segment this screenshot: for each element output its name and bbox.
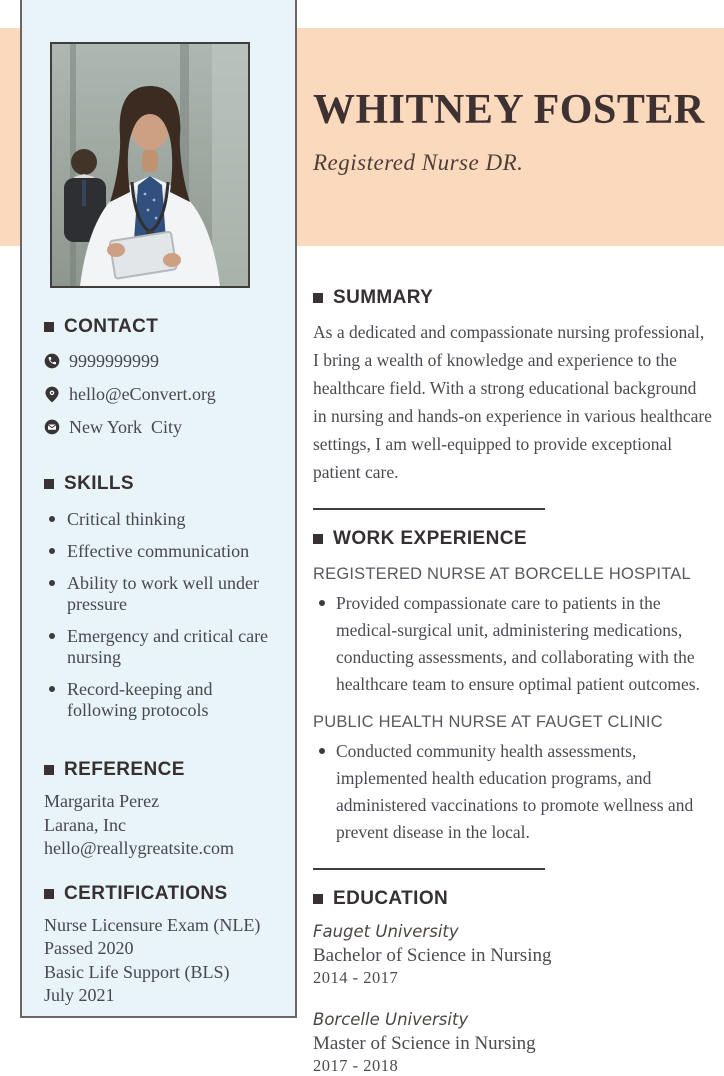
work-experience-section: [313, 528, 713, 846]
square-bullet-icon: [44, 479, 54, 489]
skills-section: [44, 473, 282, 721]
summary-heading: [313, 287, 713, 309]
job-bullet: [313, 738, 713, 846]
education-entry: [313, 1010, 713, 1076]
name-header: [313, 88, 713, 176]
skill-item: [44, 626, 282, 668]
job-entry: [313, 563, 713, 698]
square-bullet-icon: [44, 322, 54, 332]
job-bullet-text: Provided compassionate care to patients in the medical-surgical unit, administering medications, conducting assessments, and collaborating with the healthcare team to ensure optimal patient outcomes.: [336, 593, 700, 694]
person-job-title: Registered Nurse DR.: [313, 150, 524, 176]
bullet-dot-icon: [49, 516, 55, 522]
main-column: [313, 287, 713, 1076]
contact-city-value: New York City: [69, 417, 183, 437]
university-name: Borcelle University: [313, 1010, 469, 1029]
skill-label: Effective communication: [67, 541, 250, 561]
summary-text: As a dedicated and compassionate nursing professional, I bring a wealth of knowledge and experience to the healthcare field. With a strong educational background in nursing and hands-on experience in various healthcare settings, I am well-equipped to provide exceptional patient care.: [313, 322, 712, 482]
reference-name: Margarita Perez: [44, 791, 160, 811]
certification-name: Basic Life Support (BLS): [44, 961, 230, 982]
reference-heading-label: REFERENCE: [64, 759, 185, 780]
contact-section: [44, 316, 282, 437]
phone-icon: [44, 353, 60, 370]
degree-years: 2017 - 2018: [313, 1056, 399, 1075]
university-name: Fauget University: [313, 922, 459, 941]
skills-list: [44, 509, 282, 721]
skill-label: Critical thinking: [67, 509, 186, 529]
square-bullet-icon: [313, 894, 323, 904]
bullet-dot-icon: [319, 748, 325, 754]
job-bullet-text: Conducted community health assessments, implemented health education programs, and administered vaccinations to promote wellness and prevent disease in the local.: [336, 741, 694, 842]
certification-date: Passed 2020: [44, 938, 134, 958]
degree-name: Bachelor of Science in Nursing: [313, 945, 552, 966]
job-title: REGISTERED NURSE AT BORCELLE HOSPITAL: [313, 565, 691, 583]
skill-label: Ability to work well under pressure: [67, 573, 259, 614]
person-name: WHITNEY FOSTER: [313, 87, 705, 133]
summary-section: [313, 287, 713, 486]
section-divider: [313, 508, 545, 510]
skills-heading: [44, 473, 282, 495]
certifications-heading: [44, 883, 282, 905]
work-experience-heading: [313, 528, 713, 550]
skill-label: Emergency and critical care nursing: [67, 626, 269, 667]
envelope-icon: [44, 419, 60, 436]
education-heading-label: EDUCATION: [333, 888, 449, 909]
contact-item-email: [44, 384, 282, 404]
square-bullet-icon: [313, 293, 323, 303]
bullet-dot-icon: [49, 633, 55, 639]
skills-heading-label: SKILLS: [64, 473, 134, 494]
education-section: [313, 888, 713, 1076]
profile-photo: [50, 42, 250, 288]
location-pin-icon: [44, 386, 60, 403]
bullet-dot-icon: [49, 580, 55, 586]
certifications-section: [44, 883, 282, 1008]
bullet-dot-icon: [49, 548, 55, 554]
job-entry: [313, 711, 713, 846]
reference-company: Larana, Inc: [44, 814, 126, 835]
reference-heading: [44, 759, 282, 781]
skill-item: [44, 573, 282, 615]
degree-name: Master of Science in Nursing: [313, 1033, 536, 1054]
contact-phone-value: 9999999999: [69, 351, 159, 371]
bullet-dot-icon: [319, 600, 325, 606]
skill-item: [44, 509, 282, 530]
certification-details: [44, 914, 282, 1008]
skill-item: [44, 541, 282, 562]
education-entry: [313, 922, 713, 988]
contact-item-city: [44, 417, 282, 437]
section-divider: [313, 868, 545, 870]
contact-item-phone: [44, 351, 282, 371]
skill-item: [44, 679, 282, 721]
summary-heading-label: SUMMARY: [333, 287, 434, 308]
work-experience-heading-label: WORK EXPERIENCE: [333, 528, 527, 549]
sidebar-content: [44, 316, 282, 1008]
certification-date: July 2021: [44, 985, 115, 1005]
job-bullet: [313, 590, 713, 698]
education-heading: [313, 888, 713, 910]
contact-heading: [44, 316, 282, 338]
contact-email-value: hello@eConvert.org: [69, 384, 216, 404]
square-bullet-icon: [313, 534, 323, 544]
reference-details: [44, 790, 282, 861]
skill-label: Record-keeping and following protocols: [67, 679, 213, 720]
square-bullet-icon: [44, 889, 54, 899]
bullet-dot-icon: [49, 686, 55, 692]
degree-years: 2014 - 2017: [313, 968, 399, 987]
certification-name: Nurse Licensure Exam (NLE): [44, 914, 261, 935]
sidebar: [20, 0, 297, 1018]
certifications-heading-label: CERTIFICATIONS: [64, 882, 228, 904]
square-bullet-icon: [44, 765, 54, 775]
reference-section: [44, 759, 282, 861]
reference-email: hello@reallygreatsite.com: [44, 838, 235, 858]
contact-heading-label: CONTACT: [64, 316, 159, 337]
job-title: PUBLIC HEALTH NURSE AT FAUGET CLINIC: [313, 713, 663, 731]
